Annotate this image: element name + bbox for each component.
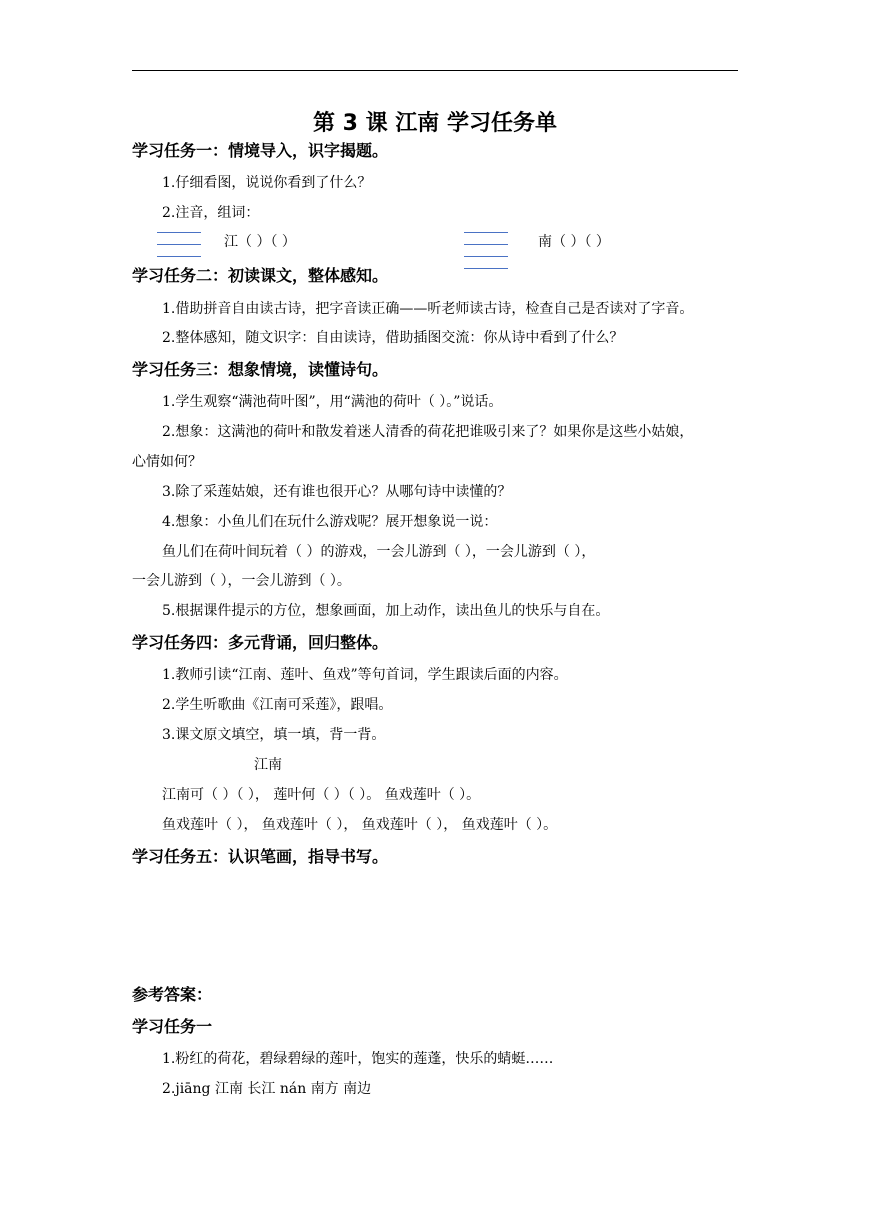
task3-item4-fill-a: 鱼儿们在荷叶间玩着（ ）的游戏，一会儿游到（ ），一会儿游到（ ）， (162, 544, 596, 560)
task3-item1: 1.学生观察“满池荷叶图”，用“满池的荷叶（ ）。”说话。 (162, 394, 503, 410)
poem-line1: 江南可（ ）（ ）， 莲叶何（ ）（ ）。 鱼戏莲叶（ ）。 (162, 787, 481, 803)
jiang-fill: 江（ ）（ ） (224, 234, 296, 250)
task1-item1: 1.仔细看图，说说你看到了什么？ (162, 175, 372, 191)
task1-item2: 2.注音，组词： (162, 205, 260, 221)
task3-item4: 4.想象：小鱼儿们在玩什么游戏呢？展开想象说一说： (162, 514, 498, 530)
page-title: 第 3 课 江南 学习任务单 (313, 111, 557, 136)
poem-title: 江南 (254, 757, 282, 773)
answer-item1: 1.粉红的荷花，碧绿碧绿的莲叶，饱实的莲蓬，快乐的蜻蜓…… (162, 1051, 554, 1067)
task3-item5: 5.根据课件提示的方位，想象画面，加上动作，读出鱼儿的快乐与自在。 (162, 603, 610, 619)
task4-heading: 学习任务四：多元背诵，回归整体。 (132, 633, 389, 652)
task3-item2-cont: 心情如何？ (132, 454, 202, 470)
header-rule (132, 70, 738, 71)
task2-heading: 学习任务二：初读课文，整体感知。 (132, 266, 389, 285)
poem-line2: 鱼戏莲叶（ ）， 鱼戏莲叶（ ）， 鱼戏莲叶（ ）， 鱼戏莲叶（ ）。 (162, 817, 558, 833)
answers-sub: 学习任务一 (132, 1017, 213, 1036)
task2-item2: 2.整体感知，随文识字：自由读诗，借助插图交流：你从诗中看到了什么？ (162, 330, 624, 346)
task3-item3: 3.除了采莲姑娘，还有谁也很开心？从哪句诗中读懂的？ (162, 484, 512, 500)
pinyin-line (157, 256, 201, 257)
task4-item3: 3.课文原文填空，填一填，背一背。 (162, 727, 386, 743)
pinyin-line (464, 244, 508, 245)
pinyin-line (157, 232, 201, 233)
task2-item1: 1.借助拼音自由读古诗，把字音读正确——听老师读古诗，检查自己是否读对了字音。 (162, 301, 694, 317)
task4-item2: 2.学生听歌曲《江南可采莲》，跟唱。 (162, 697, 393, 713)
task3-heading: 学习任务三：想象情境，读懂诗句。 (132, 360, 389, 379)
pinyin-line (464, 232, 508, 233)
task1-heading: 学习任务一：情境导入，识字揭题。 (132, 141, 389, 160)
nan-fill: 南（ ）（ ） (538, 234, 610, 250)
task5-heading: 学习任务五：认识笔画，指导书写。 (132, 847, 389, 866)
task3-item4-fill-b: 一会儿游到（ ），一会儿游到（ ）。 (132, 573, 351, 589)
pinyin-line (464, 268, 508, 269)
answer-item2: 2.jiāng 江南 长江 nán 南方 南边 (162, 1081, 372, 1097)
task4-item1: 1.教师引读“江南、莲叶、鱼戏”等句首词，学生跟读后面的内容。 (162, 667, 568, 683)
answers-heading: 参考答案： (132, 985, 213, 1004)
pinyin-line (464, 256, 508, 257)
task3-item2: 2.想象：这满池的荷叶和散发着迷人清香的荷花把谁吸引来了？如果你是这些小姑娘， (162, 424, 694, 440)
pinyin-line (157, 244, 201, 245)
